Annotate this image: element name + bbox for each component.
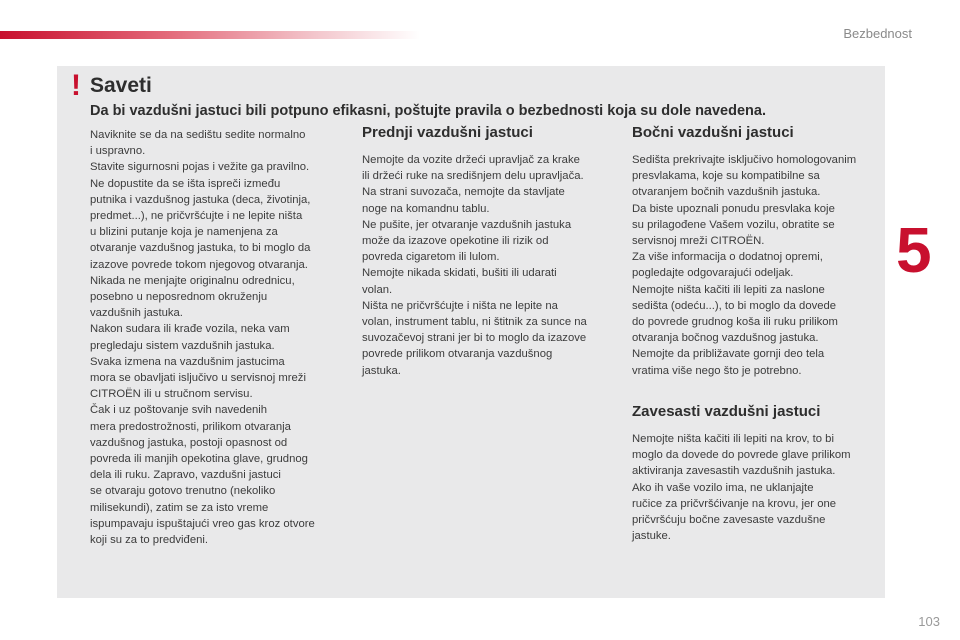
front-airbags-section [362,124,602,379]
intro-text: Naviknite se da na sedištu sedite normalno i uspravno. Stavite sigurnosni pojas i vežite ga pravilno. Ne dopustite da se išta ispreči između putnika i vazdušnog jastuka (deca, životinja, predmet...), ne pričvršćujte i ne lepite ništa u blizini putanje koja je namenjena za otvaranje vazdušnog jastuka, to bi moglo da izazove povrede tokom njegovog otvaranja. Nikada ne menjajte originalnu odrednicu, posebno u neposrednom okruženju vazdušnih jastuka. Nakon sudara ili krađe vozila, neka vam pregledaju sistem vazdušnih jastuka. Svaka izmena na vazdušnim jastucima mora se obavljati isljučivo u servisnoj mreži CITROËN ili u stručnom servisu. Čak i uz poštovanje svih navedenih mera predostrožnosti, prilikom otvaranja vazdušnog jastuka, postoji opasnost od povreda ili manjih opekotina glave, grudnog dela ili ruku. Zapravo, vazdušni jastuci se otvaraju gotovo trenutno (nekoliko milisekundi), zatim se za isto vreme ispumpavaju ispuštajući vreo gas kroz otvore koji su za to predviđeni. [90,129,315,547]
panel-title: Saveti [90,74,152,97]
curtain-airbags-heading: Zavesasti vazdušni jastuci [632,403,821,420]
curtain-airbags-text: Nemojte ništa kačiti ili lepiti na krov, to bi moglo da dovede do povrede glave prilikom aktiviranja zavesastih vazdušnih jastuka. Ako ih vaše vozilo ima, ne uklanjajte ručice za pričvršćivanje na krovu, jer one pričvršćuju bočne zavesaste vazdušne jastuke. [632,433,851,543]
exclamation-icon: ! [71,69,81,102]
intro-column [90,127,340,548]
section-label: Bezbednost [843,26,912,41]
advice-panel [57,66,885,598]
curtain-airbags-section [632,403,882,544]
front-airbags-text: Nemojte da vozite držeći upravljač za krake ili držeći ruke na središnjem delu upravljača. Na strani suvozača, nemojte da stavljate noge na komandnu tablu. Ne pušite, jer otvaranje vazdušnih jastuka može da izazove opekotine ili rizik od povreda cigaretom ili lulom. Nemojte nikada skidati, bušiti ili udarati volan. Ništa ne pričvršćujte i ništa ne lepite na volan, instrument tablu, ni štitnik za sunce na suvozačevoj strani jer bi to moglo da izazove povrede prilikom otvaranja vazdušnog jastuka. [362,154,587,377]
chapter-number: 5 [896,214,932,286]
side-airbags-text: Sedišta prekrivajte isključivo homologovanim presvlakama, koje su kompatibilne sa otvaranjem bočnih vazdušnih jastuka. Da biste upoznali ponudu presvlaka koje su prilagođene Vašem vozilu, obratite se servisnoj mreži CITROËN. Za više informacija o dodatnoj opremi, pogledajte odgovarajući odeljak. Nemojte ništa kačiti ili lepiti za naslone sedišta (odeću...), to bi moglo da dovede do povrede grudnog koša ili ruku prilikom otvaranja bočnog vazdušnog jastuka. Nemojte da približavate gornji deo tela vratima više nego što je potrebno. [632,154,857,377]
header-accent-bar [0,31,420,39]
front-airbags-heading: Prednji vazdušni jastuci [362,124,533,141]
panel-subtitle: Da bi vazdušni jastuci bili potpuno efikasni, poštujte pravila o bezbednosti koja su dole navedena. [90,103,766,119]
side-airbags-section [632,124,882,379]
page-number: 103 [918,614,940,629]
side-airbags-heading: Bočni vazdušni jastuci [632,124,794,141]
